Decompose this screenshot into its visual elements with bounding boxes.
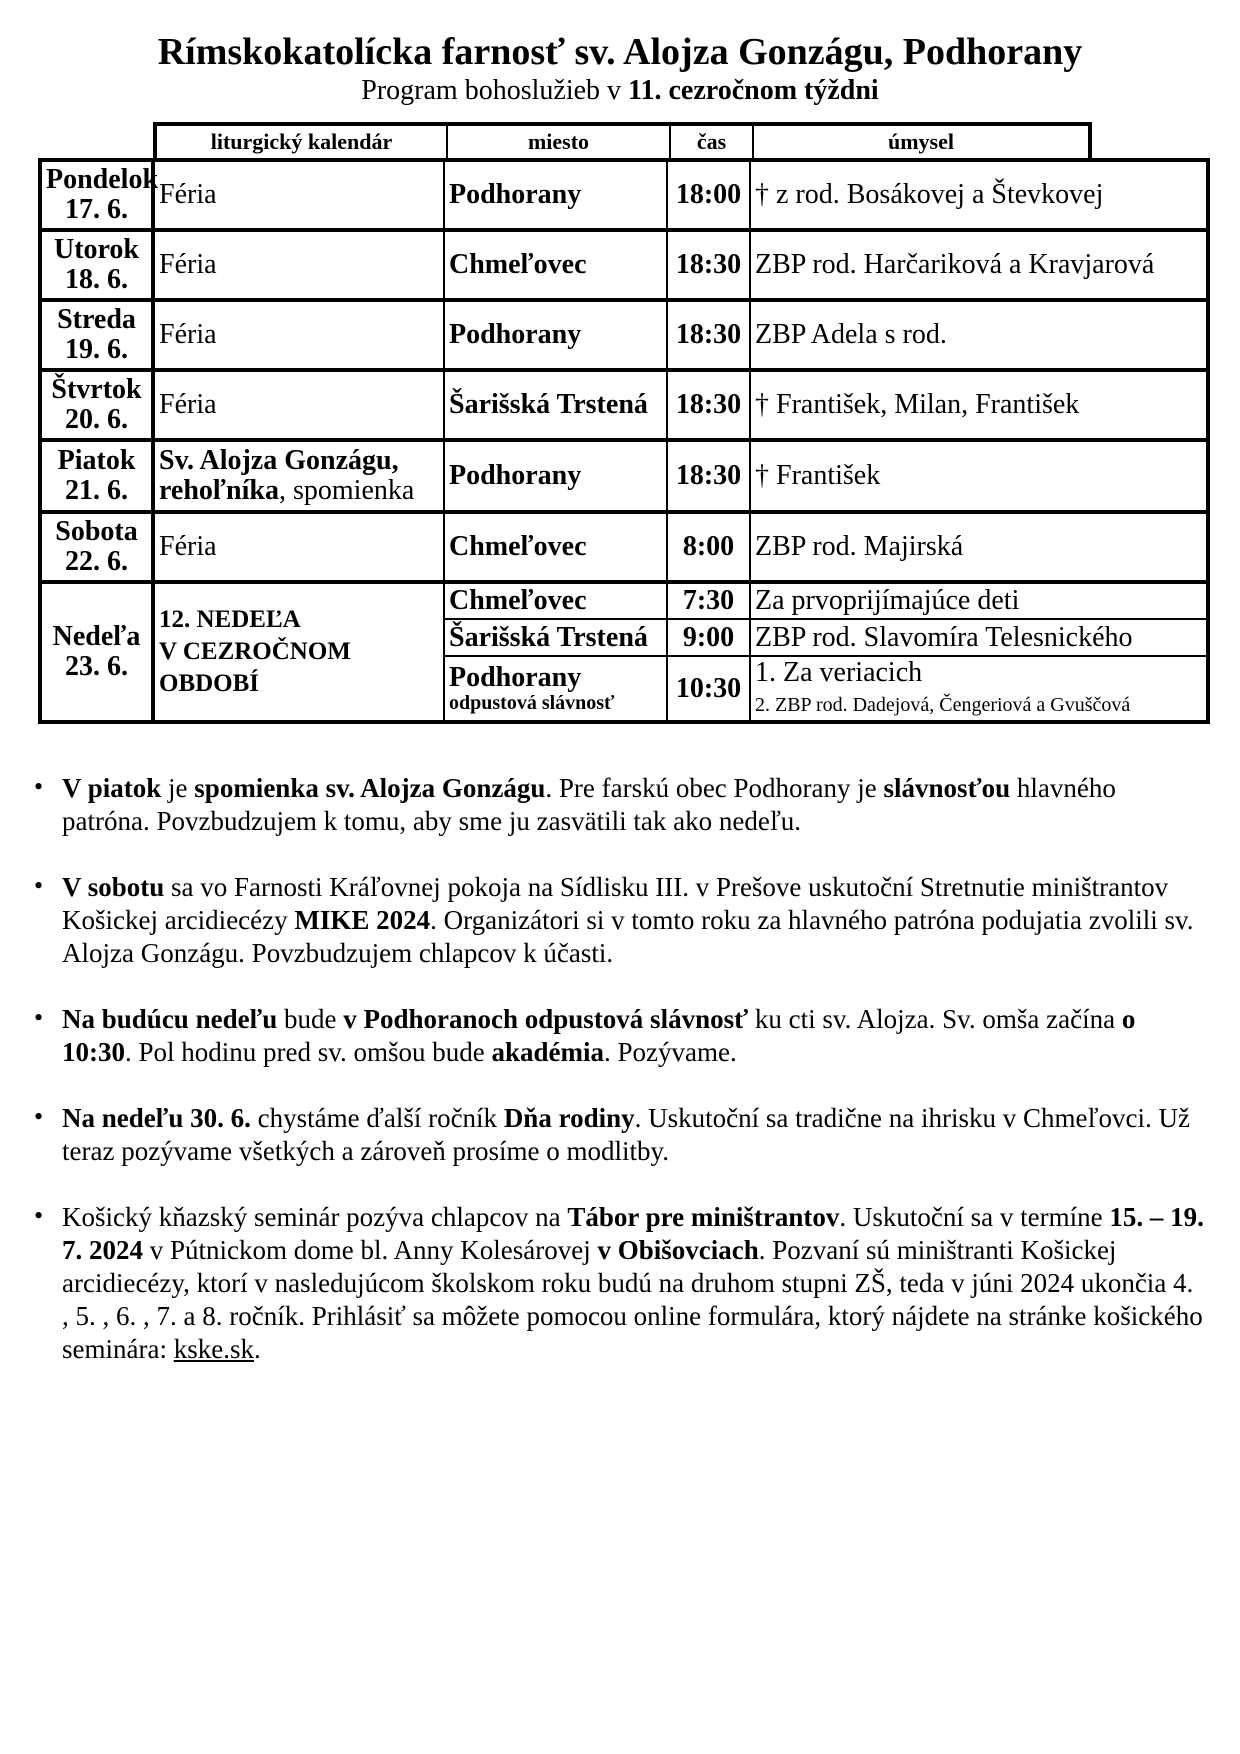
intention-cell: † František, Milan, František <box>750 370 1208 440</box>
intention-cell: ZBP rod. Slavomíra Telesnického <box>750 619 1208 656</box>
intention-cell: Za prvoprijímajúce deti <box>750 582 1208 619</box>
list-item: • Na budúcu nedeľu bude v Podhoranoch odpustová slávnosť ku cti sv. Alojza. Sv. omša začína o 10:30. Pol hodinu pred sv. omšou bude akadémia. Pozývame. <box>34 1003 1204 1069</box>
intention-cell: ZBP rod. Majirská <box>750 512 1208 582</box>
place-cell: Chmeľovec <box>444 512 667 582</box>
time-cell: 18:30 <box>667 230 750 300</box>
calendar-cell: Féria <box>153 160 444 230</box>
day-cell: Sobota 22. 6. <box>40 512 153 582</box>
page-subtitle: Program bohoslužieb v 11. cezročnom týždni <box>361 75 879 106</box>
day-cell: Štvrtok 20. 6. <box>40 370 153 440</box>
schedule-table <box>38 158 1210 724</box>
announcements-list <box>34 772 1204 1399</box>
column-header-row <box>153 122 1092 158</box>
place-cell: Šarišská Trstená <box>444 619 667 656</box>
table-row <box>40 582 1208 619</box>
time-cell: 10:30 <box>667 656 750 722</box>
col-header-place: miesto <box>448 126 671 158</box>
table-row <box>40 370 1208 440</box>
time-cell: 9:00 <box>667 619 750 656</box>
time-cell: 18:00 <box>667 160 750 230</box>
list-item: • Košický kňazský seminár pozýva chlapcov na Tábor pre miništrantov. Uskutoční sa v termíne 15. – 19. 7. 2024 v Pútnickom dome bl. Anny Kolesárovej v Obišovciach. Pozvaní sú miništranti Košickej arcidiecézy, ktorí v nasledujúcom školskom roku budú na druhom stupni ZŠ, teda v júni 2024 ukončia 4. , 5. , 6. , 7. a 8. ročník. Prihlásiť sa môžete pomocou online formulára, ktorý nájdete na stránke košického seminára: kske.sk. <box>34 1201 1204 1366</box>
time-cell: 18:30 <box>667 300 750 370</box>
col-header-intention: úmysel <box>888 129 954 154</box>
col-header-time: čas <box>671 126 754 158</box>
place-cell: Šarišská Trstená <box>444 370 667 440</box>
intention-cell: ZBP rod. Harčariková a Kravjarová <box>750 230 1208 300</box>
list-item: • V piatok je spomienka sv. Alojza Gonzágu. Pre farskú obec Podhorany je slávnosťou hlavného patróna. Povzbudzujem k tomu, aby sme ju zasvätili tak ako nedeľu. <box>34 772 1204 838</box>
day-cell: Streda 19. 6. <box>40 300 153 370</box>
table-row <box>40 160 1208 230</box>
place-cell: Chmeľovec <box>444 230 667 300</box>
table-row <box>40 512 1208 582</box>
seminary-link[interactable]: kske.sk <box>173 1334 254 1364</box>
intention-cell: † František <box>750 440 1208 512</box>
list-item: • V sobotu sa vo Farnosti Kráľovnej pokoja na Sídlisku III. v Prešove uskutoční Stretnutie miništrantov Košickej arcidiecézy MIKE 2024. Organizátori si v tomto roku za hlavného patróna podujatia zvolili sv. Alojza Gonzágu. Povzbudzujem chlapcov k účasti. <box>34 871 1204 970</box>
place-cell: Podhorany <box>444 300 667 370</box>
place-cell: Podhorany <box>444 160 667 230</box>
time-cell: 8:00 <box>667 512 750 582</box>
table-row <box>40 300 1208 370</box>
intention-cell: ZBP Adela s rod. <box>750 300 1208 370</box>
calendar-cell: Féria <box>153 370 444 440</box>
place-cell: Chmeľovec <box>444 582 667 619</box>
time-cell: 7:30 <box>667 582 750 619</box>
day-cell: Pondelok 17. 6. <box>40 160 153 230</box>
day-cell: Nedeľa 23. 6. <box>40 582 153 722</box>
calendar-cell: Féria <box>153 230 444 300</box>
day-cell: Utorok 18. 6. <box>40 230 153 300</box>
calendar-cell: Féria <box>153 512 444 582</box>
calendar-cell: Sv. Alojza Gonzágu, rehoľníka, spomienka <box>153 440 444 512</box>
place-cell: Podhorany <box>444 440 667 512</box>
intention-cell: 1. Za veriacich 2. ZBP rod. Dadejová, Čengeriová a Gvuščová <box>750 656 1208 722</box>
table-row <box>40 230 1208 300</box>
calendar-cell: 12. NEDEĽA V CEZROČNOM OBDOBÍ <box>153 582 444 722</box>
col-header-calendar: liturgický kalendár <box>157 126 448 158</box>
time-cell: 18:30 <box>667 370 750 440</box>
day-cell: Piatok 21. 6. <box>40 440 153 512</box>
table-row <box>40 440 1208 512</box>
place-cell: Podhorany odpustová slávnosť <box>444 656 667 722</box>
page-title: Rímskokatolícka farnosť sv. Alojza Gonzágu, Podhorany <box>157 31 1083 73</box>
intention-cell: † z rod. Bosákovej a Števkovej <box>750 160 1208 230</box>
time-cell: 18:30 <box>667 440 750 512</box>
calendar-cell: Féria <box>153 300 444 370</box>
list-item: • Na nedeľu 30. 6. chystáme ďalší ročník Dňa rodiny. Uskutoční sa tradične na ihrisku v Chmeľovci. Už teraz pozývame všetkých a zároveň prosíme o modlitby. <box>34 1102 1204 1168</box>
